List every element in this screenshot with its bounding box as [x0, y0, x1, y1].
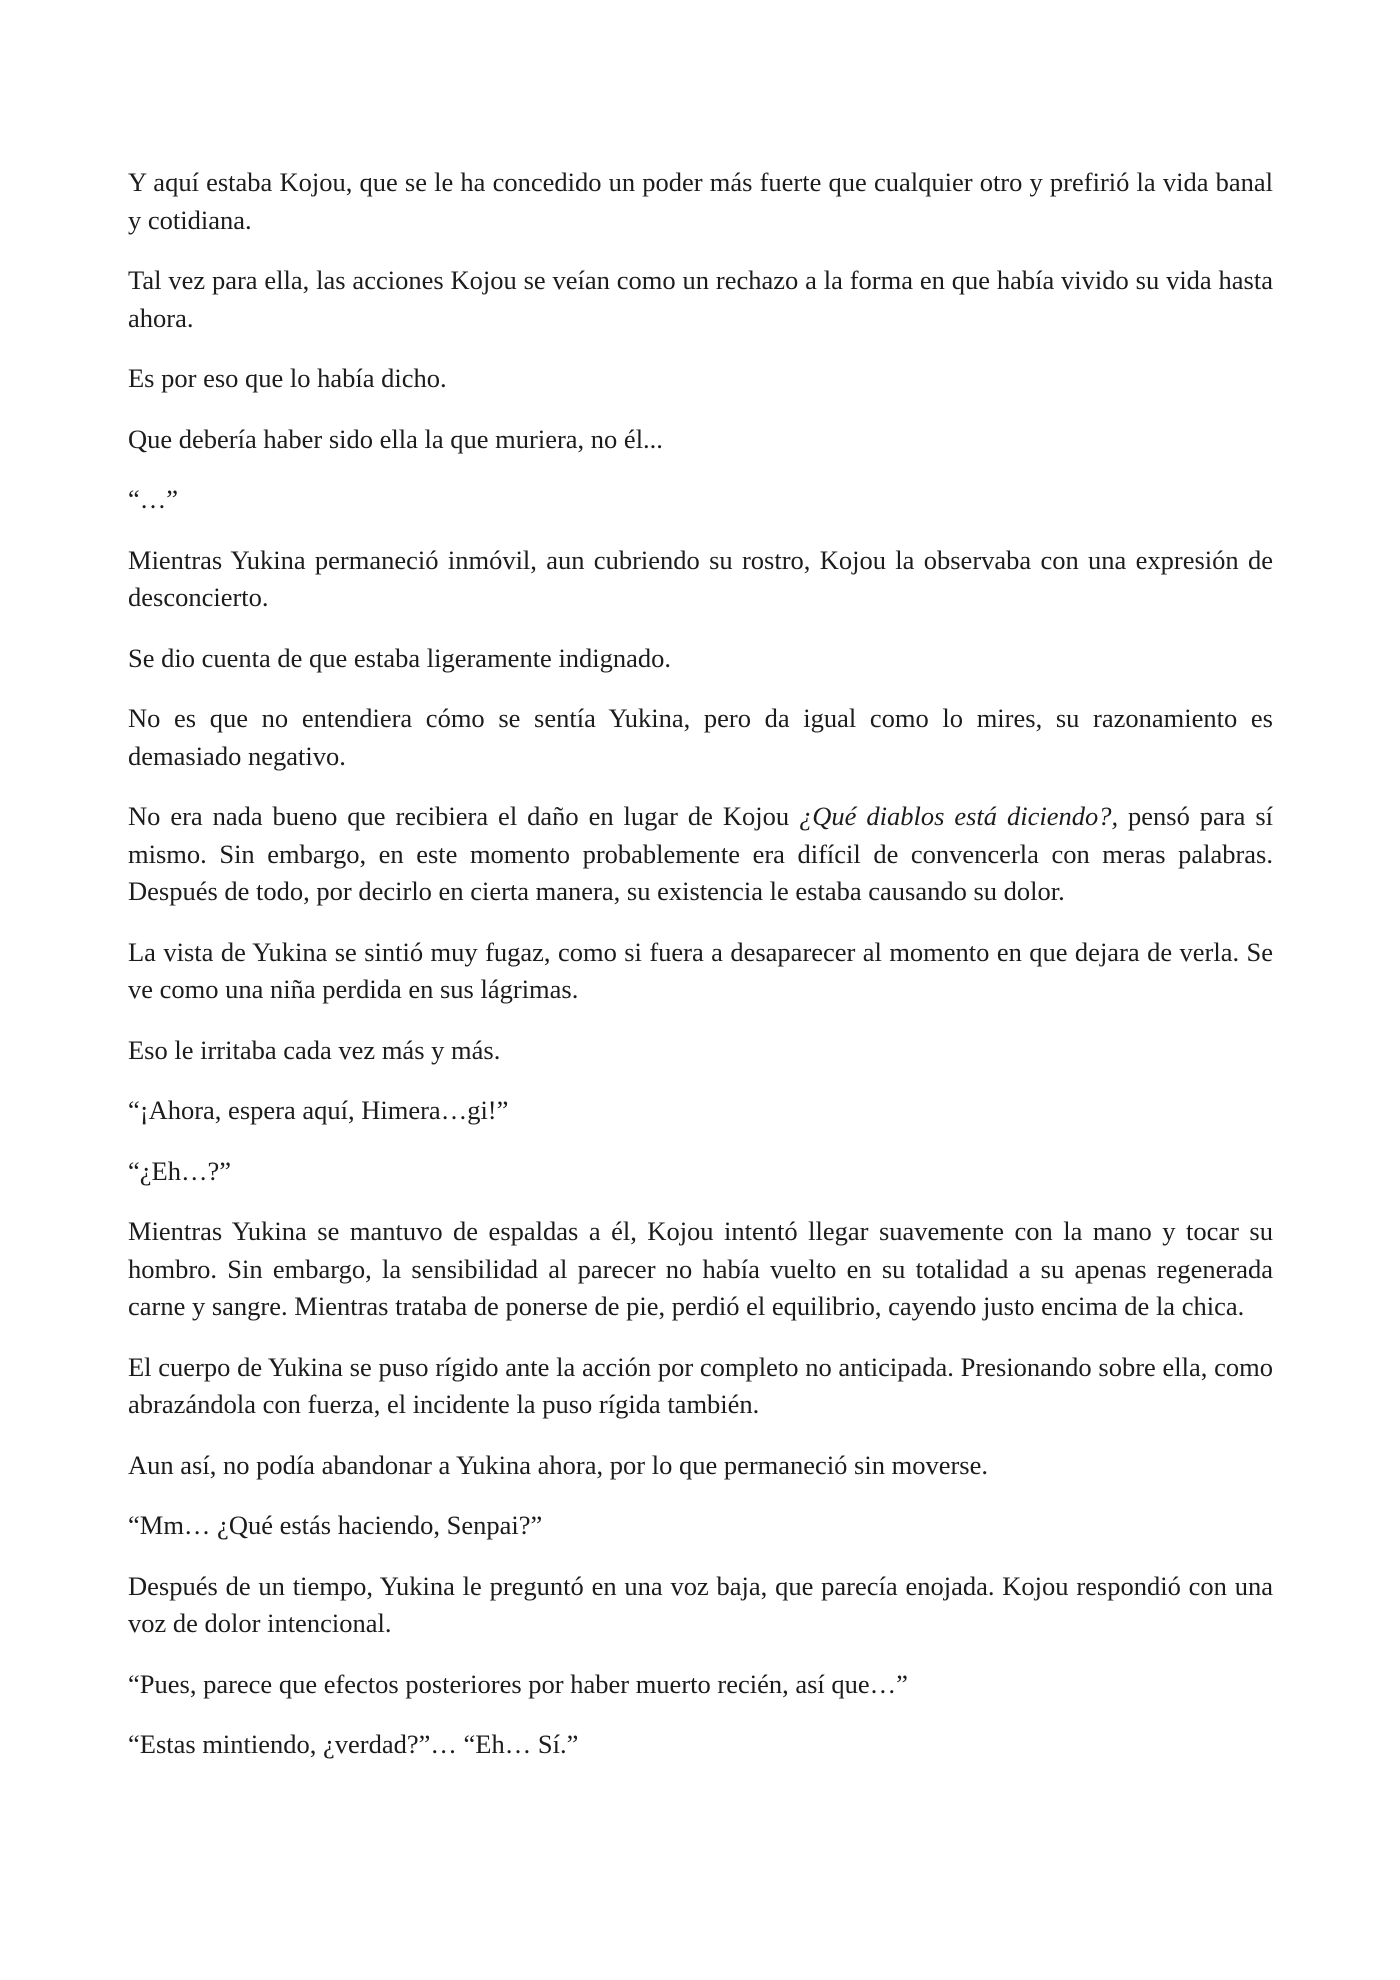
paragraph: Mientras Yukina permaneció inmóvil, aun cubriendo su rostro, Kojou la observaba con una expresión de desconcierto. — [128, 544, 1273, 612]
paragraph: La vista de Yukina se sintió muy fugaz, como si fuera a desaparecer al momento en que dejara de verla. Se ve como una niña perdida en sus lágrimas. — [128, 936, 1273, 1004]
paragraph: Mientras Yukina se mantuvo de espaldas a él, Kojou intentó llegar suavemente con la mano y tocar su hombro. Sin embargo, la sensibilidad al parecer no había vuelto en su totalidad a su apenas regenerada carne y sangre. Mientras trataba de ponerse de pie, perdió el equilibrio, cayendo justo encima de la chica. — [128, 1216, 1273, 1321]
paragraph: Aun así, no podía abandonar a Yukina ahora, por lo que permaneció sin moverse. — [128, 1449, 989, 1480]
italic-thought: ¿Qué diablos está diciendo?, — [799, 801, 1119, 831]
paragraph: El cuerpo de Yukina se puso rígido ante la acción por completo no anticipada. Presionando sobre ella, como abrazándola con fuerza, el incidente la puso rígida también. — [128, 1351, 1273, 1419]
dialogue-line: “…” — [128, 484, 179, 514]
paragraph: Eso le irritaba cada vez más y más. — [128, 1034, 501, 1065]
paragraph: Tal vez para ella, las acciones Kojou se veían como un rechazo a la forma en que había vivido su vida hasta ahora. — [128, 265, 1273, 333]
paragraph: Y aquí estaba Kojou, que se le ha concedido un poder más fuerte que cualquier otro y prefirió la vida banal y cotidiana. — [128, 167, 1273, 235]
paragraph-text-before: No era nada bueno que recibiera el daño en lugar de Kojou — [128, 801, 800, 831]
dialogue-line: “¿Eh…?” — [128, 1155, 231, 1186]
paragraph: Que debería haber sido ella la que muriera, no él... — [128, 423, 663, 454]
paragraph-with-italic-thought — [128, 798, 1273, 911]
dialogue-line: “¡Ahora, espera aquí, Himera…gi!” — [128, 1095, 509, 1125]
paragraph: Se dio cuenta de que estaba ligeramente indignado. — [128, 642, 672, 673]
dialogue-line: “Mm… ¿Qué estás haciendo, Senpai?” — [128, 1510, 543, 1540]
paragraph: Después de un tiempo, Yukina le preguntó en una voz baja, que parecía enojada. Kojou respondió con una voz de dolor intencional. — [128, 1570, 1273, 1638]
paragraph: No es que no entendiera cómo se sentía Yukina, pero da igual como lo mires, su razonamiento es demasiado negativo. — [128, 703, 1273, 771]
paragraph: Es por eso que lo había dicho. — [128, 363, 447, 393]
dialogue-line: “Pues, parece que efectos posteriores por haber muerto recién, así que…” — [128, 1668, 908, 1699]
paragraph-text-after: pensó para sí mismo. Sin embargo, en este momento probablemente era difícil de convencerla con meras palabras. Después de todo, por decirlo en cierta manera, su existencia le estaba causando su dolor. — [128, 801, 1273, 906]
dialogue-line: “Estas mintiendo, ¿verdad?”… “Eh… Sí.” — [128, 1729, 579, 1759]
